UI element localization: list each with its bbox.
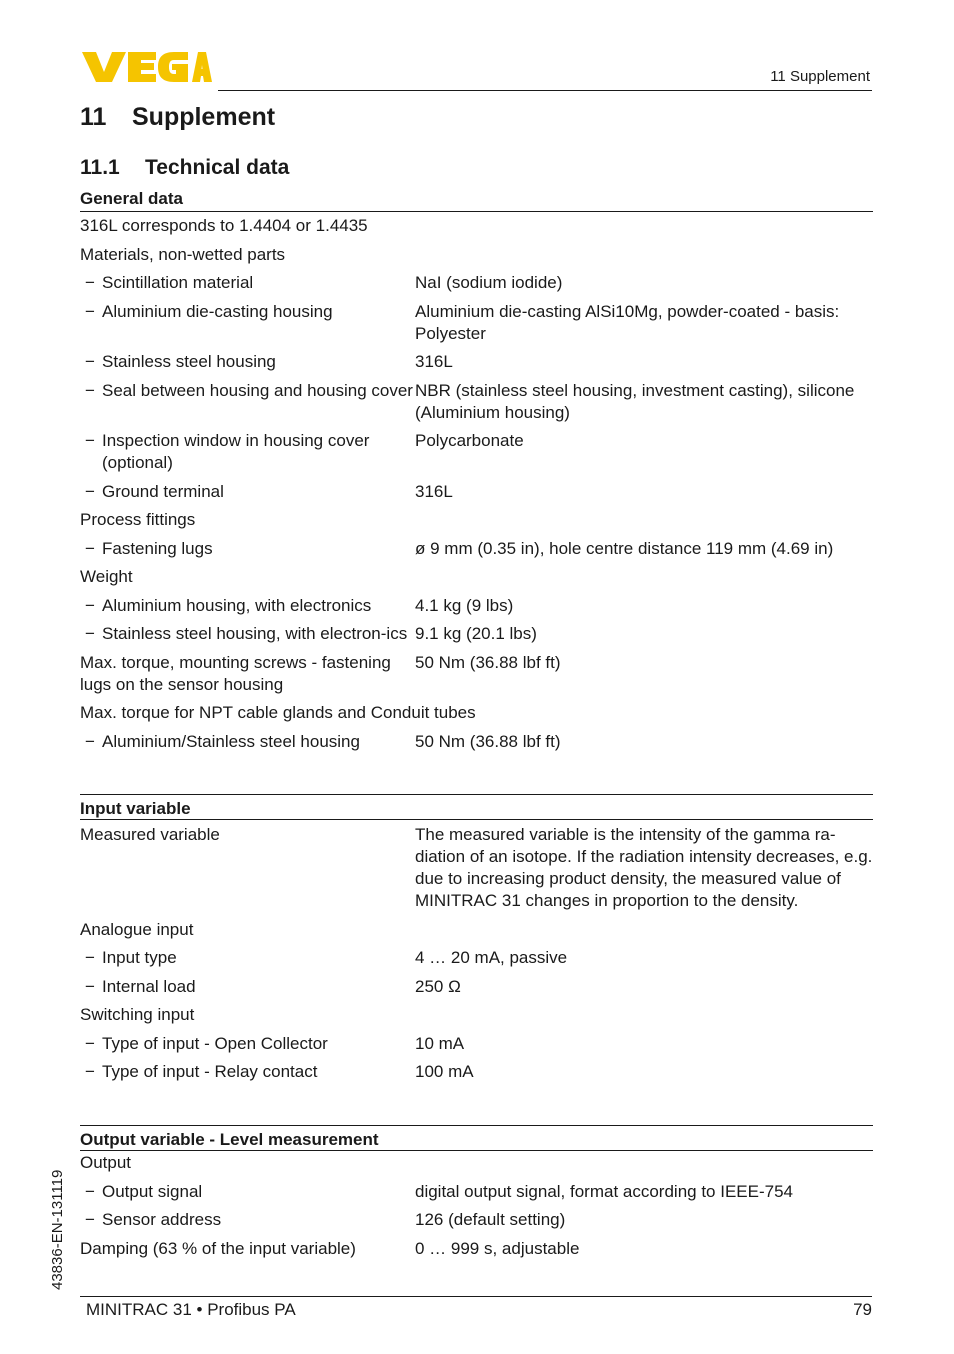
row-label [80, 1004, 194, 1026]
table-heading: Input variable [80, 794, 873, 820]
row-label-text: Input type [102, 948, 177, 967]
row-value: digital output signal, format according to IEEE-754 [415, 1181, 793, 1201]
table-row [80, 919, 873, 941]
bullet-dash: − [85, 1062, 95, 1081]
table-row [80, 731, 873, 753]
row-value: 50 Nm (36.88 lbf ft) [415, 652, 561, 672]
bullet-dash: − [85, 976, 95, 996]
row-value: 4 … 20 mA, passive [415, 948, 568, 967]
row-label [80, 538, 415, 560]
row-label [80, 215, 368, 237]
table-row [80, 652, 873, 696]
row-value: The measured variable is the intensity of the gamma ra-diation of an isotope. If the radiation intensity decreases, e.g. due to increasing product density, the measured value of MINITRAC 31 changes in proportion to the density. [415, 825, 873, 910]
row-label-text: Output [80, 1153, 132, 1172]
general-data-table [80, 187, 873, 759]
row-label [80, 430, 415, 474]
row-value: Polycarbonate [415, 431, 524, 450]
chapter-heading [80, 103, 275, 132]
table-row [80, 272, 873, 294]
bullet-dash: − [85, 731, 95, 751]
row-label-text: Switching input [80, 1005, 195, 1024]
row-label [80, 702, 476, 724]
row-label [80, 566, 133, 588]
table-row [80, 1209, 873, 1231]
row-label-text: Process fittings [80, 510, 196, 529]
row-label-text: Ground terminal [102, 481, 224, 501]
table-heading: General data [80, 187, 873, 212]
table-row [80, 595, 873, 617]
row-label-text: Inspection window in housing cover (optional) [102, 431, 370, 472]
row-label-text: Aluminium/Stainless steel housing [102, 731, 360, 751]
row-label-text: Fastening lugs [102, 538, 213, 558]
vega-logo [80, 50, 212, 84]
bullet-dash: − [85, 431, 95, 450]
row-label [80, 824, 415, 912]
table-row [80, 1238, 873, 1260]
bullet-dash: − [85, 624, 95, 643]
table-row [80, 976, 873, 998]
row-value: 126 (default setting) [415, 1210, 566, 1229]
row-label [80, 1181, 415, 1203]
row-label-text: Damping (63 % of the input variable) [80, 1238, 356, 1258]
table-row [80, 380, 873, 424]
chapter-number: 11 [80, 103, 107, 131]
bullet-dash: − [85, 1033, 95, 1053]
row-label-text: Analogue input [80, 919, 194, 939]
row-label [80, 1061, 415, 1083]
output-variable-table [80, 1125, 873, 1266]
row-value: ø 9 mm (0.35 in), hole centre distance 119 mm (4.69 in) [415, 538, 834, 558]
row-label-text: Stainless steel housing [102, 352, 276, 371]
footer-rule [80, 1296, 872, 1297]
bullet-dash: − [85, 595, 95, 615]
bullet-dash: − [85, 301, 95, 321]
row-label-text: 316L corresponds to 1.4404 or 1.4435 [80, 216, 368, 235]
table-row [80, 1181, 873, 1203]
table-heading: Output variable - Level measurement [80, 1125, 873, 1151]
table-row [80, 301, 873, 345]
bullet-dash: − [85, 481, 95, 501]
row-value: 50 Nm (36.88 lbf ft) [415, 731, 561, 751]
document-code: 43836-EN-131119 [49, 1169, 66, 1290]
running-header: 11 Supplement [770, 68, 870, 85]
section-number: 11.1 [80, 156, 120, 179]
row-value: 250 Ω [415, 976, 461, 996]
row-label [80, 623, 415, 645]
chapter-title: Supplement [132, 103, 276, 131]
table-row [80, 702, 873, 724]
row-value: NBR (stainless steel housing, investment casting), silicone (Aluminium housing) [415, 380, 855, 422]
table-row [80, 623, 873, 645]
table-row [80, 1152, 873, 1174]
row-label [80, 976, 415, 998]
table-row [80, 566, 873, 588]
row-value: 100 mA [415, 1062, 474, 1081]
section-title: Technical data [145, 156, 290, 179]
row-label [80, 272, 415, 294]
table-row [80, 351, 873, 373]
bullet-dash: − [85, 1210, 95, 1229]
section-heading [80, 156, 289, 180]
row-label [80, 481, 415, 503]
row-label-text: Type of input - Relay contact [102, 1062, 318, 1081]
bullet-dash: − [85, 273, 95, 292]
table-row [80, 244, 873, 266]
row-label-text: Output signal [102, 1181, 203, 1201]
row-label [80, 919, 193, 941]
table-row [80, 430, 873, 474]
row-label-text: Type of input - Open Collector [102, 1033, 328, 1053]
row-label-text: Seal between housing and housing cover [102, 380, 413, 400]
table-row [80, 538, 873, 560]
table-row [80, 824, 873, 912]
row-label [80, 1238, 415, 1260]
table-row [80, 215, 873, 237]
row-label [80, 351, 415, 373]
row-value: 0 … 999 s, adjustable [415, 1238, 580, 1258]
row-value: 10 mA [415, 1033, 465, 1053]
row-label-text: Weight [80, 567, 133, 586]
row-label-text: Internal load [102, 976, 196, 996]
row-label-text: Aluminium die-casting housing [102, 301, 333, 321]
bullet-dash: − [85, 352, 95, 371]
row-value: NaI (sodium iodide) [415, 273, 563, 292]
row-value: 4.1 kg (9 lbs) [415, 595, 514, 615]
header-rule [218, 90, 872, 91]
table-row [80, 1033, 873, 1055]
row-label-text: Max. torque, mounting screws - fastening lugs on the sensor housing [80, 652, 391, 694]
table-row [80, 509, 873, 531]
row-label-text: Aluminium housing, with electronics [102, 595, 372, 615]
row-value: 316L [415, 481, 453, 501]
row-label-text: Materials, non-wetted parts [80, 244, 286, 264]
table-row [80, 481, 873, 503]
table-row [80, 947, 873, 969]
bullet-dash: − [85, 380, 95, 400]
row-value: 316L [415, 352, 453, 371]
row-label [80, 595, 415, 617]
footer-product: MINITRAC 31 • Profibus PA [86, 1300, 296, 1319]
row-label-text: Sensor address [102, 1210, 222, 1229]
row-value: Aluminium die-casting AlSi10Mg, powder-coated - basis: Polyester [415, 301, 840, 343]
bullet-dash: − [85, 1181, 95, 1201]
bullet-dash: − [85, 948, 95, 967]
row-label-text: Measured variable [80, 825, 220, 844]
row-label [80, 380, 415, 424]
row-label-text: Scintillation material [102, 273, 254, 292]
row-label [80, 1152, 131, 1174]
bullet-dash: − [85, 538, 95, 558]
row-label [80, 947, 415, 969]
row-label [80, 244, 285, 266]
page-number: 79 [853, 1300, 872, 1319]
row-label-text: Max. torque for NPT cable glands and Conduit tubes [80, 703, 476, 722]
row-label [80, 509, 195, 531]
row-value: 9.1 kg (20.1 lbs) [415, 624, 537, 643]
row-label [80, 301, 415, 345]
table-row [80, 1061, 873, 1083]
row-label [80, 731, 415, 753]
row-label [80, 1209, 415, 1231]
row-label-text: Stainless steel housing, with electron-ics [102, 624, 408, 643]
table-row [80, 1004, 873, 1026]
row-label [80, 652, 415, 696]
input-variable-table [80, 794, 873, 1090]
row-label [80, 1033, 415, 1055]
